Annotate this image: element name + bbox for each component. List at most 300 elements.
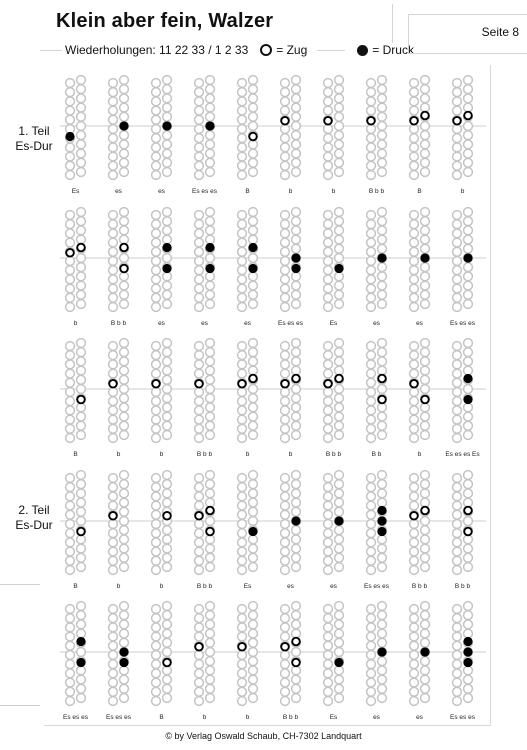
button-outline	[195, 97, 204, 106]
button-outline	[206, 684, 215, 693]
button-outline	[238, 632, 247, 641]
button-outline	[378, 498, 387, 507]
button-outline	[464, 300, 473, 309]
button-outline	[281, 143, 290, 152]
button-outline	[281, 266, 290, 275]
pull-note	[152, 380, 160, 388]
button-outline	[66, 397, 75, 406]
button-outline	[292, 544, 301, 553]
button-outline	[378, 638, 387, 647]
measure	[324, 471, 344, 590]
measure	[238, 602, 258, 721]
button-outline	[367, 483, 376, 492]
button-outline	[292, 535, 301, 544]
button-outline	[249, 535, 258, 544]
button-outline	[152, 406, 161, 415]
button-outline	[292, 471, 301, 480]
button-outline	[120, 421, 129, 430]
measure	[367, 602, 387, 721]
button-outline	[281, 229, 290, 238]
button-outline	[206, 168, 215, 177]
button-outline	[163, 421, 172, 430]
measure	[192, 76, 218, 195]
button-outline	[324, 605, 333, 614]
button-outline	[335, 226, 344, 235]
button-outline	[109, 106, 118, 115]
button-outline	[292, 694, 301, 703]
button-outline	[163, 412, 172, 421]
button-outline	[120, 149, 129, 158]
button-outline	[163, 471, 172, 480]
bass-label: B b b	[454, 583, 471, 590]
button-outline	[77, 489, 86, 498]
button-outline	[378, 563, 387, 572]
button-outline	[206, 357, 215, 366]
button-outline	[152, 79, 161, 88]
button-outline	[120, 611, 129, 620]
button-outline	[120, 254, 129, 263]
button-outline	[195, 424, 204, 433]
button-outline	[421, 620, 430, 629]
button-outline	[120, 563, 129, 572]
button-outline	[292, 666, 301, 675]
button-outline	[378, 544, 387, 553]
button-outline	[109, 303, 118, 312]
button-outline	[152, 632, 161, 641]
button-outline	[421, 122, 430, 131]
button-outline	[195, 492, 204, 501]
button-outline	[206, 348, 215, 357]
button-outline	[66, 651, 75, 660]
button-outline	[453, 605, 462, 614]
button-outline	[152, 143, 161, 152]
button-outline	[66, 406, 75, 415]
button-outline	[367, 492, 376, 501]
bass-label: es	[373, 320, 380, 327]
button-outline	[163, 149, 172, 158]
button-outline	[292, 158, 301, 167]
button-outline	[367, 434, 376, 443]
button-outline	[324, 97, 333, 106]
button-outline	[453, 529, 462, 538]
button-outline	[163, 648, 172, 657]
button-outline	[367, 501, 376, 510]
button-outline	[109, 697, 118, 706]
button-outline	[238, 266, 247, 275]
pull-note	[281, 117, 289, 125]
button-outline	[410, 125, 419, 134]
pull-note	[292, 375, 300, 383]
bass-label: b	[159, 451, 164, 458]
measure	[66, 208, 86, 327]
button-outline	[66, 687, 75, 696]
button-outline	[335, 694, 344, 703]
button-outline	[163, 168, 172, 177]
button-outline	[453, 106, 462, 115]
button-outline	[464, 517, 473, 526]
push-note	[377, 527, 386, 536]
button-outline	[238, 697, 247, 706]
button-outline	[421, 526, 430, 535]
button-outline	[464, 235, 473, 244]
button-outline	[238, 424, 247, 433]
button-outline	[109, 501, 118, 510]
button-outline	[120, 168, 129, 177]
button-outline	[292, 394, 301, 403]
button-outline	[464, 544, 473, 553]
push-note	[248, 527, 257, 536]
measure	[238, 339, 258, 458]
button-outline	[281, 566, 290, 575]
button-outline	[109, 257, 118, 266]
button-outline	[421, 244, 430, 253]
button-outline	[378, 489, 387, 498]
button-outline	[378, 140, 387, 149]
button-outline	[410, 293, 419, 302]
button-outline	[335, 666, 344, 675]
button-outline	[66, 106, 75, 115]
button-outline	[453, 342, 462, 351]
push-note	[248, 264, 257, 273]
button-outline	[77, 403, 86, 412]
button-outline	[464, 620, 473, 629]
button-outline	[367, 143, 376, 152]
button-outline	[195, 161, 204, 170]
button-outline	[77, 480, 86, 489]
button-outline	[292, 300, 301, 309]
button-outline	[464, 431, 473, 440]
button-outline	[464, 412, 473, 421]
button-outline	[195, 623, 204, 632]
button-outline	[238, 125, 247, 134]
button-outline	[249, 254, 258, 263]
button-outline	[249, 403, 258, 412]
button-outline	[249, 394, 258, 403]
button-outline	[367, 669, 376, 678]
button-outline	[464, 140, 473, 149]
button-outline	[120, 94, 129, 103]
button-outline	[206, 471, 215, 480]
button-outline	[249, 85, 258, 94]
button-outline	[378, 412, 387, 421]
button-outline	[453, 660, 462, 669]
button-outline	[453, 388, 462, 397]
button-outline	[206, 366, 215, 375]
button-outline	[77, 290, 86, 299]
button-outline	[335, 122, 344, 131]
button-outline	[163, 366, 172, 375]
button-outline	[281, 687, 290, 696]
button-outline	[195, 520, 204, 529]
button-outline	[109, 388, 118, 397]
page-title: Klein aber fein, Walzer	[56, 10, 274, 32]
button-outline	[109, 434, 118, 443]
button-outline	[109, 424, 118, 433]
bass-label: b	[159, 583, 164, 590]
button-outline	[378, 684, 387, 693]
button-outline	[367, 303, 376, 312]
button-outline	[238, 520, 247, 529]
button-outline	[367, 238, 376, 247]
button-outline	[453, 275, 462, 284]
button-outline	[249, 602, 258, 611]
pull-note	[421, 396, 429, 404]
button-outline	[206, 94, 215, 103]
button-outline	[163, 235, 172, 244]
button-outline	[77, 263, 86, 272]
button-outline	[453, 641, 462, 650]
button-outline	[249, 112, 258, 121]
pull-note	[163, 512, 171, 520]
button-outline	[238, 651, 247, 660]
button-outline	[238, 669, 247, 678]
button-outline	[281, 492, 290, 501]
button-outline	[335, 112, 344, 121]
button-outline	[109, 211, 118, 220]
measure	[109, 76, 129, 195]
button-outline	[324, 397, 333, 406]
button-outline	[378, 553, 387, 562]
button-outline	[421, 385, 430, 394]
button-outline	[66, 369, 75, 378]
button-outline	[109, 275, 118, 284]
button-outline	[195, 125, 204, 134]
button-outline	[152, 520, 161, 529]
button-outline	[410, 351, 419, 360]
button-outline	[238, 161, 247, 170]
button-outline	[109, 266, 118, 275]
section-2-key: Es-Dur	[15, 518, 53, 532]
button-outline	[152, 229, 161, 238]
button-outline	[195, 284, 204, 293]
button-outline	[77, 611, 86, 620]
button-outline	[238, 284, 247, 293]
button-outline	[66, 520, 75, 529]
button-outline	[120, 535, 129, 544]
button-outline	[410, 697, 419, 706]
page-number: Seite 8	[481, 25, 519, 39]
button-outline	[238, 79, 247, 88]
bass-label: b	[116, 583, 121, 590]
button-outline	[324, 211, 333, 220]
button-outline	[249, 158, 258, 167]
button-outline	[324, 632, 333, 641]
button-outline	[281, 275, 290, 284]
button-outline	[163, 208, 172, 217]
button-outline	[238, 257, 247, 266]
button-outline	[335, 385, 344, 394]
button-outline	[292, 339, 301, 348]
button-outline	[120, 375, 129, 384]
button-outline	[281, 303, 290, 312]
button-outline	[421, 657, 430, 666]
bass-label: Es es es	[450, 320, 475, 327]
pull-note	[195, 643, 203, 651]
button-outline	[238, 275, 247, 284]
measure	[109, 208, 129, 327]
button-outline	[152, 211, 161, 220]
button-outline	[324, 614, 333, 623]
button-outline	[66, 88, 75, 97]
button-outline	[195, 152, 204, 161]
button-outline	[152, 303, 161, 312]
button-outline	[206, 76, 215, 85]
button-outline	[410, 369, 419, 378]
bass-label: es	[115, 188, 122, 195]
button-outline	[335, 149, 344, 158]
button-outline	[206, 480, 215, 489]
button-outline	[410, 547, 419, 556]
button-outline	[281, 556, 290, 565]
button-outline	[421, 489, 430, 498]
button-outline	[292, 290, 301, 299]
button-outline	[152, 614, 161, 623]
button-outline	[163, 76, 172, 85]
button-outline	[281, 651, 290, 660]
push-note	[291, 264, 300, 273]
measure	[324, 339, 344, 458]
pull-note	[206, 507, 214, 515]
button-outline	[163, 666, 172, 675]
button-outline	[238, 614, 247, 623]
button-outline	[410, 134, 419, 143]
button-outline	[464, 535, 473, 544]
button-outline	[120, 675, 129, 684]
button-outline	[120, 300, 129, 309]
button-outline	[109, 660, 118, 669]
button-outline	[206, 657, 215, 666]
button-outline	[66, 641, 75, 650]
button-outline	[77, 226, 86, 235]
button-outline	[421, 140, 430, 149]
button-outline	[421, 168, 430, 177]
button-outline	[464, 563, 473, 572]
button-outline	[77, 553, 86, 562]
button-outline	[238, 538, 247, 547]
button-outline	[453, 293, 462, 302]
button-outline	[163, 611, 172, 620]
button-outline	[249, 507, 258, 516]
button-outline	[206, 421, 215, 430]
button-outline	[421, 357, 430, 366]
button-outline	[238, 342, 247, 351]
button-outline	[77, 122, 86, 131]
button-outline	[281, 257, 290, 266]
button-outline	[367, 415, 376, 424]
button-outline	[464, 208, 473, 217]
push-note	[463, 253, 472, 262]
button-outline	[335, 300, 344, 309]
button-outline	[367, 125, 376, 134]
button-outline	[77, 544, 86, 553]
button-outline	[249, 385, 258, 394]
bass-label: B b b	[282, 714, 299, 721]
button-outline	[195, 483, 204, 492]
button-outline	[410, 632, 419, 641]
button-outline	[367, 220, 376, 229]
button-outline	[367, 369, 376, 378]
measure	[195, 602, 215, 721]
button-outline	[281, 125, 290, 134]
button-outline	[163, 226, 172, 235]
button-outline	[66, 614, 75, 623]
button-outline	[292, 149, 301, 158]
button-outline	[453, 143, 462, 152]
bass-label: B	[73, 451, 78, 458]
button-outline	[464, 366, 473, 375]
button-outline	[378, 421, 387, 430]
button-outline	[66, 510, 75, 519]
button-outline	[324, 529, 333, 538]
button-outline	[163, 85, 172, 94]
button-outline	[292, 235, 301, 244]
push-note	[119, 121, 128, 130]
button-outline	[421, 629, 430, 638]
button-outline	[238, 293, 247, 302]
button-outline	[206, 85, 215, 94]
button-outline	[77, 421, 86, 430]
button-outline	[77, 517, 86, 526]
button-outline	[324, 406, 333, 415]
pull-note	[120, 265, 128, 273]
button-outline	[238, 474, 247, 483]
pull-note	[453, 117, 461, 125]
button-outline	[120, 544, 129, 553]
button-outline	[238, 152, 247, 161]
button-outline	[66, 303, 75, 312]
button-outline	[410, 614, 419, 623]
button-outline	[335, 357, 344, 366]
button-outline	[163, 403, 172, 412]
button-outline	[249, 471, 258, 480]
button-outline	[152, 369, 161, 378]
button-outline	[206, 131, 215, 140]
button-outline	[421, 498, 430, 507]
button-outline	[206, 611, 215, 620]
button-outline	[66, 238, 75, 247]
button-outline	[66, 220, 75, 229]
button-outline	[324, 697, 333, 706]
button-outline	[152, 88, 161, 97]
button-outline	[324, 275, 333, 284]
button-outline	[281, 474, 290, 483]
button-outline	[152, 134, 161, 143]
button-outline	[464, 168, 473, 177]
button-outline	[324, 351, 333, 360]
button-outline	[281, 247, 290, 256]
button-outline	[292, 431, 301, 440]
button-outline	[77, 158, 86, 167]
button-outline	[152, 161, 161, 170]
button-outline	[335, 244, 344, 253]
button-outline	[464, 103, 473, 112]
button-outline	[335, 629, 344, 638]
button-outline	[109, 134, 118, 143]
button-outline	[238, 360, 247, 369]
button-outline	[292, 85, 301, 94]
pull-note	[206, 528, 214, 536]
button-outline	[367, 641, 376, 650]
bass-label: B	[245, 188, 250, 195]
button-outline	[453, 651, 462, 660]
button-outline	[249, 694, 258, 703]
measure	[195, 208, 215, 327]
button-outline	[120, 235, 129, 244]
button-outline	[77, 507, 86, 516]
push-note	[205, 264, 214, 273]
button-outline	[453, 632, 462, 641]
repeats-text: Wiederholungen: 11 22 33 / 1 2 33	[65, 43, 249, 57]
